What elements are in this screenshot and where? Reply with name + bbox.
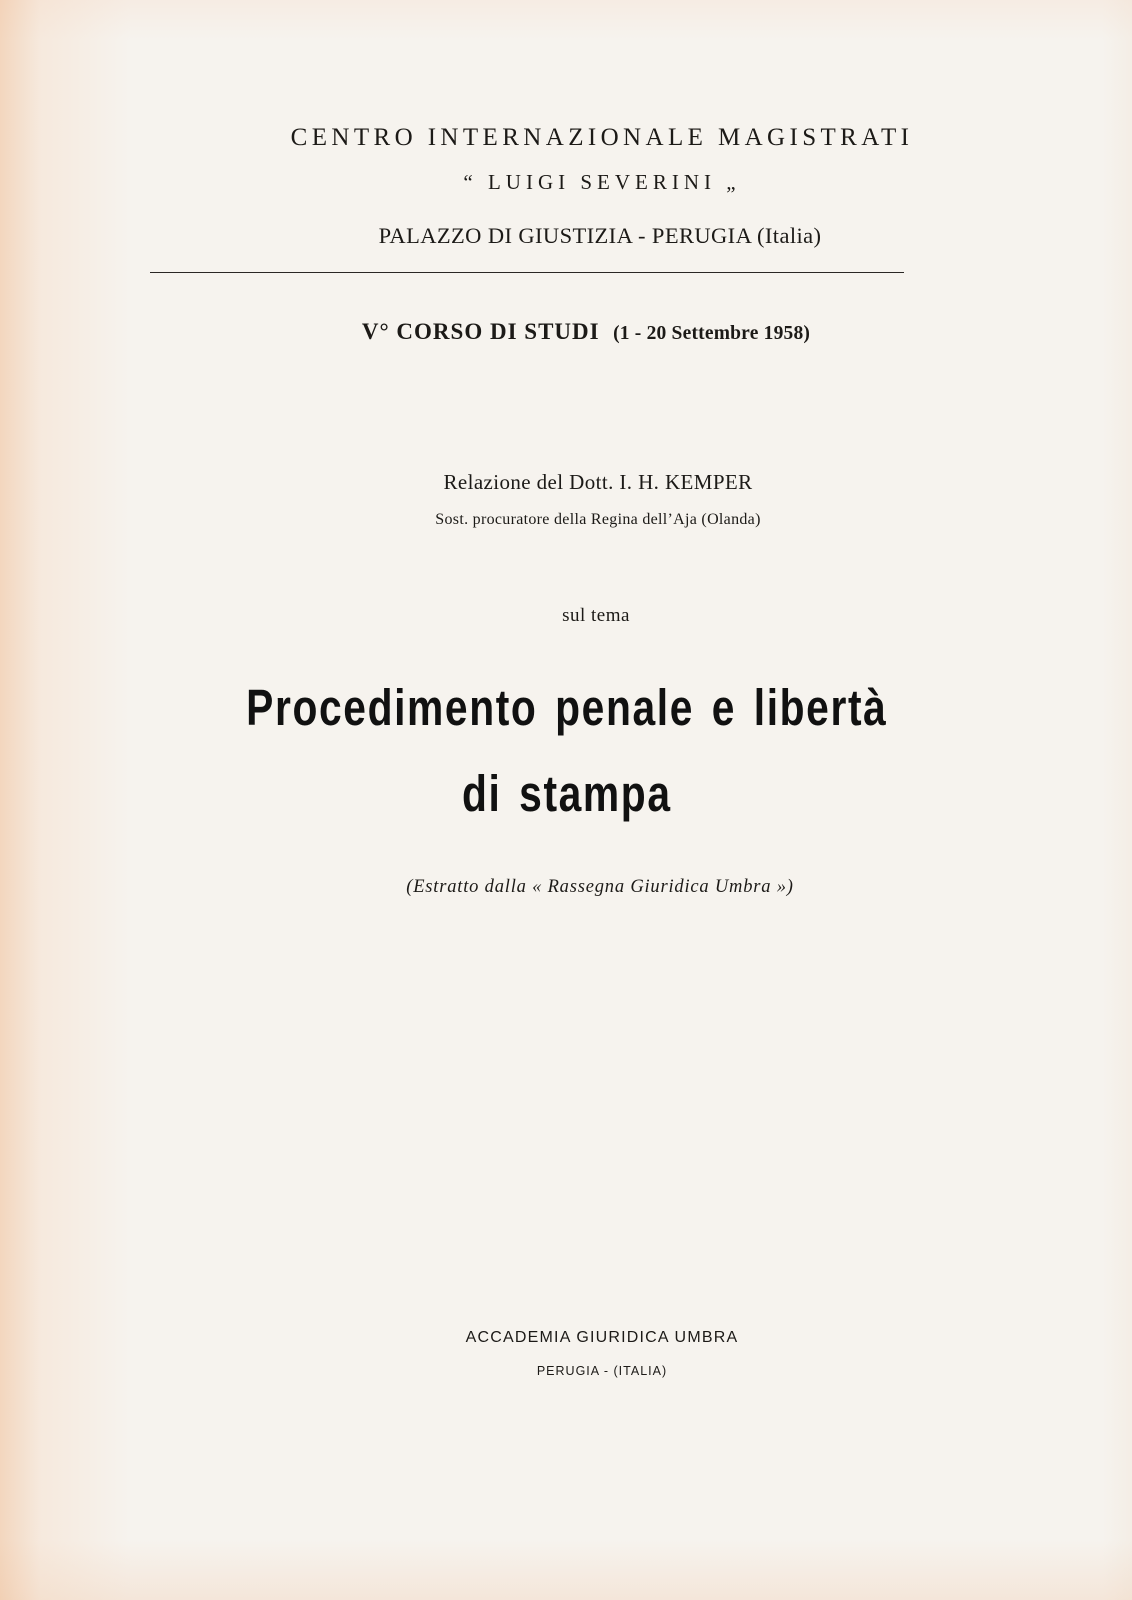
report-title-line-2: di stampa bbox=[461, 765, 672, 822]
publisher-name: ACCADEMIA GIURIDICA UMBRA bbox=[465, 1329, 739, 1346]
course-dates: (1 - 20 Settembre 1958) bbox=[613, 323, 811, 344]
institution-title: CENTRO INTERNAZIONALE MAGISTRATI bbox=[290, 124, 914, 151]
extract-note: (Estratto dalla « Rassegna Giuridica Umbra ») bbox=[406, 877, 794, 897]
speaker-role: Sost. procuratore della Regina dell’Aja (Olanda) bbox=[435, 511, 761, 528]
publisher-city: PERUGIA - (ITALIA) bbox=[536, 1364, 668, 1378]
header-divider bbox=[150, 272, 904, 273]
report-title-line-1: Procedimento penale e libertà bbox=[246, 679, 888, 736]
institution-namesake: “ LUIGI SEVERINI „ bbox=[463, 170, 741, 194]
institution-address: PALAZZO DI GIUSTIZIA - PERUGIA (Italia) bbox=[378, 223, 822, 248]
topic-intro: sul tema bbox=[562, 605, 630, 626]
speaker-line: Relazione del Dott. I. H. KEMPER bbox=[443, 470, 753, 494]
course-heading bbox=[0, 319, 1132, 345]
course-label: V° CORSO DI STUDI bbox=[361, 319, 600, 344]
